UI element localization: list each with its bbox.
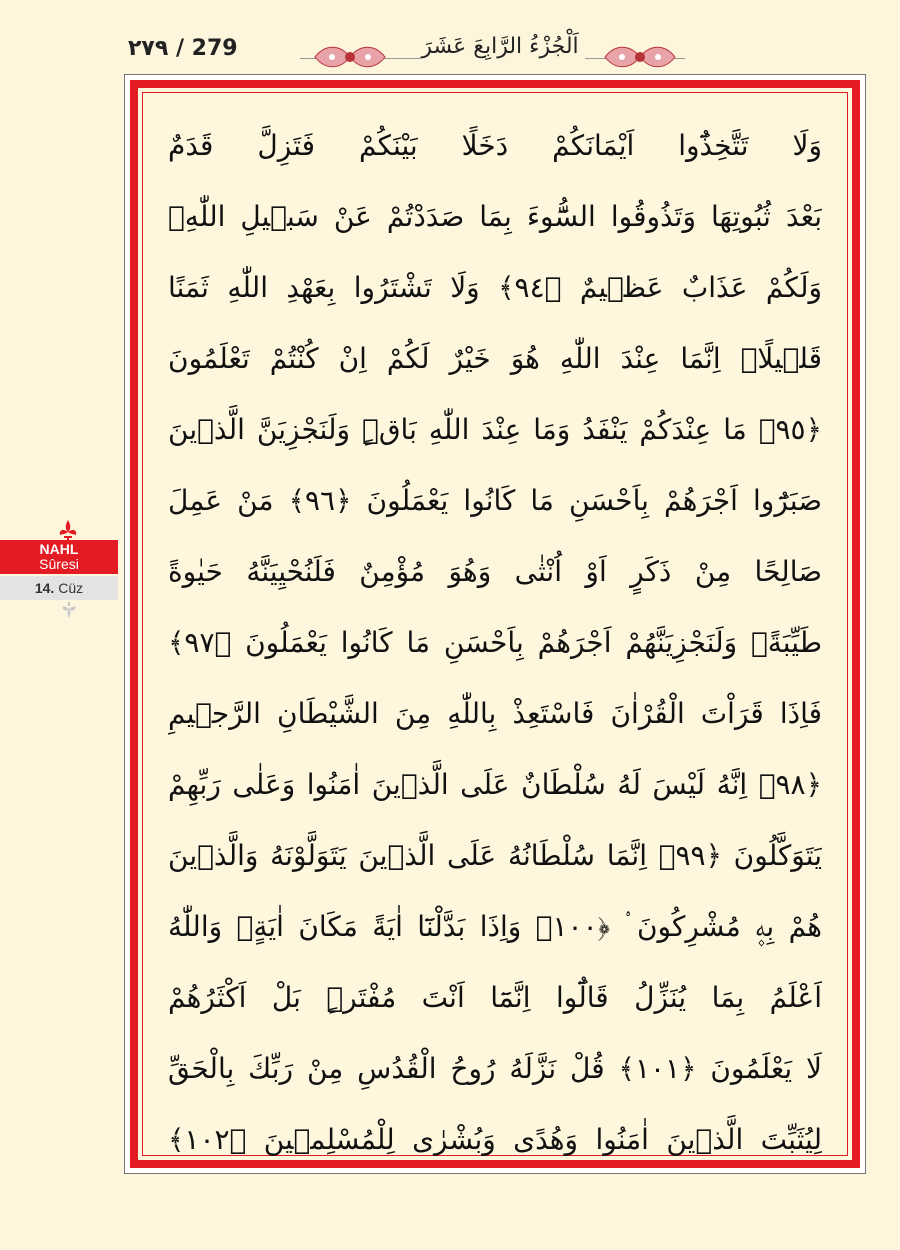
verse-line: وَلَكُمْ عَذَابٌ عَظ۪يمٌ ﴿٩٤﴾ وَلَا تَشْتَرُوا بِعَهْدِ اللّٰهِ ثَمَنًا [168,271,822,304]
surah-label-box [0,540,118,574]
header-floral-ornament-icon [600,42,680,72]
verse-line: فَاِذَا قَرَاْتَ الْقُرْاٰنَ فَاسْتَعِذْ بِاللّٰهِ مِنَ الشَّيْطَانِ الرَّج۪يمِ [168,697,822,730]
page-number: ٢٧٩ / 279 [128,36,238,61]
verse-line: وَلَا تَتَّخِذُٓوا اَيْمَانَكُمْ دَخَلًا بَيْنَكُمْ فَتَزِلَّ قَدَمٌ [168,129,822,162]
verse-line: صَبَرُٓوا اَجْرَهُمْ بِاَحْسَنِ مَا كَانُوا يَعْمَلُونَ ﴿٩٦﴾ مَنْ عَمِلَ [168,484,822,517]
verse-line: اَعْلَمُ بِمَا يُنَزِّلُ قَالُٓوا اِنَّمَٓا اَنْتَ مُفْتَرٍۜ بَلْ اَكْثَرُهُمْ [168,981,822,1014]
surah-word: Sûresi [39,556,79,572]
surah-name: NAHL [39,541,79,557]
verse-line: بَعْدَ ثُبُوتِهَا وَتَذُوقُوا السُّٓوءَ بِمَا صَدَدْتُمْ عَنْ سَب۪يلِ اللّٰهِۚ [168,200,822,233]
verse-line: ﴿٩٨﴾ اِنَّهُ لَيْسَ لَهُ سُلْطَانٌ عَلَى الَّذ۪ينَ اٰمَنُوا وَعَلٰى رَبِّهِمْ [168,768,822,801]
header-floral-ornament-icon [310,42,390,72]
cuz-word: Cüz [58,580,84,596]
verse-line: ﴿٩٥﴾ مَا عِنْدَكُمْ يَنْفَدُ وَمَا عِنْدَ اللّٰهِ بَاقٍۜ وَلَنَجْزِيَنَّ الَّذ۪ينَ [168,413,822,446]
cuz-number: 14. [34,580,55,596]
verse-line: هُمْ بِه۪ مُشْرِكُونَ ۟ ﴿١٠٠﴾ وَاِذَا بَدَّلْنَٓا اٰيَةً مَكَانَ اٰيَةٍۙ وَاللّٰهُ [168,910,822,943]
verse-line: لِيُثَبِّتَ الَّذ۪ينَ اٰمَنُوا وَهُدًى وَبُشْرٰى لِلْمُسْلِم۪ينَ ﴿١٠٢﴾ [168,1123,822,1156]
verse-line: يَتَوَكَّلُونَ ﴿٩٩﴾ اِنَّمَا سُلْطَانُهُ عَلَى الَّذ۪ينَ يَتَوَلَّوْنَهُ وَالَّذ۪ينَ [168,839,822,872]
verse-line: صَالِحًا مِنْ ذَكَرٍ اَوْ اُنْثٰى وَهُوَ مُؤْمِنٌ فَلَنُحْيِيَنَّهُ حَيٰوةً [168,555,822,588]
cuz-label-box [0,576,118,600]
verse-text-block [168,110,822,1175]
verse-line: لَا يَعْلَمُونَ ﴿١٠١﴾ قُلْ نَزَّلَهُ رُوحُ الْقُدُسِ مِنْ رَبِّكَ بِالْحَقِّ [168,1052,822,1085]
juz-title: اَلْجُزْءُ الرَّابِعَ عَشَرَ [421,34,579,59]
red-border [130,80,860,1168]
fleur-ornament-icon [58,520,78,542]
fleur-ornament-icon [62,602,76,618]
verse-line: طَيِّبَةًۚ وَلَنَجْزِيَنَّهُمْ اَجْرَهُمْ بِاَحْسَنِ مَا كَانُوا يَعْمَلُونَ ﴿٩٧﴾ [168,626,822,659]
verse-line: قَل۪يلًاۜ اِنَّمَا عِنْدَ اللّٰهِ هُوَ خَيْرٌ لَكُمْ اِنْ كُنْتُمْ تَعْلَمُونَ [168,342,822,375]
mushaf-page-frame [124,74,866,1174]
